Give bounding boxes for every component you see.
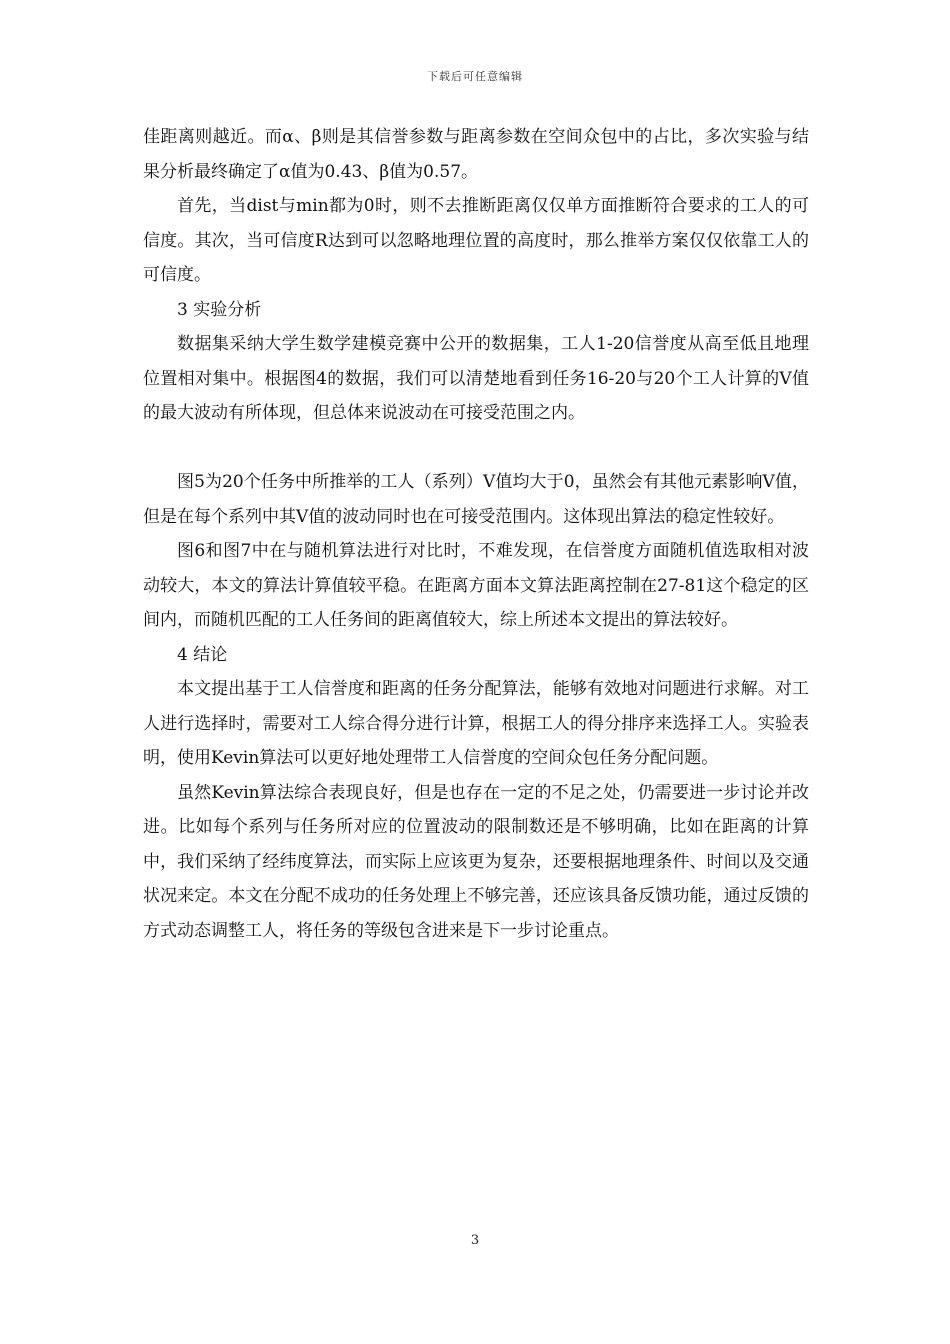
section-heading-conclusion: 4 结论 [177, 644, 228, 665]
page-header: 下载后可任意编辑 [427, 70, 523, 83]
paragraph-figure6-7: 图6和图7中在与随机算法进行对比时，不难发现，在信誉度方面随机值选取相对波动较大，本文的算法计算值较平稳。在距离方面本文算法距离控制在27-81这个稳定的区间内，而随机匹配的工人任务间的距离值较大，综上所述本文提出的算法较好。 [143, 541, 809, 630]
paragraph-future-work: 虽然Kevin算法综合表现良好，但是也存在一定的不足之处，仍需要进一步讨论并改进。比如每个系列与任务所对应的位置波动的限制数还是不够明确，比如在距离的计算中，我们采纳了经纬度算法，而实际上应该更为复杂，还要根据地理条件、时间以及交通状况来定。本文在分配不成功的任务处理上不够完善，还应该具备反馈功能，通过反馈的方式动态调整工人，将任务的等级包含进来是下一步讨论重点。 [143, 782, 809, 941]
paragraph-gap [143, 431, 809, 466]
page-number: 3 [470, 1233, 480, 1248]
paragraph-dist-min: 首先，当dist与min都为0时，则不去推断距离仅仅单方面推断符合要求的工人的可信度。其次，当可信度R达到可以忽略地理位置的高度时，那么推举方案仅仅依靠工人的可信度。 [143, 196, 809, 285]
paragraph-continued: 佳距离则越近。而α、β则是其信誉参数与距离参数在空间众包中的占比，多次实验与结果分析最终确定了α值为0.43、β值为0.57。 [143, 127, 809, 182]
section-heading-experiment: 3 实验分析 [177, 299, 262, 320]
paragraph-dataset: 数据集采纳大学生数学建模竞赛中公开的数据集，工人1-20信誉度从高至低且地理位置相对集中。根据图4的数据，我们可以清楚地看到任务16-20与20个工人计算的V值的最大波动有所体现，但总体来说波动在可接受范围之内。 [143, 334, 809, 423]
paragraph-figure5: 图5为20个任务中所推举的工人（系列）V值均大于0，虽然会有其他元素影响V值，但是在每个系列中其V值的波动同时也在可接受范围内。这体现出算法的稳定性较好。 [143, 472, 809, 527]
paragraph-conclusion: 本文提出基于工人信誉度和距离的任务分配算法，能够有效地对问题进行求解。对工人进行选择时，需要对工人综合得分进行计算，根据工人的得分排序来选择工人。实验表明，使用Kevin算法可以更好地处理带工人信誉度的空间众包任务分配问题。 [143, 679, 809, 768]
document-body [143, 120, 809, 948]
